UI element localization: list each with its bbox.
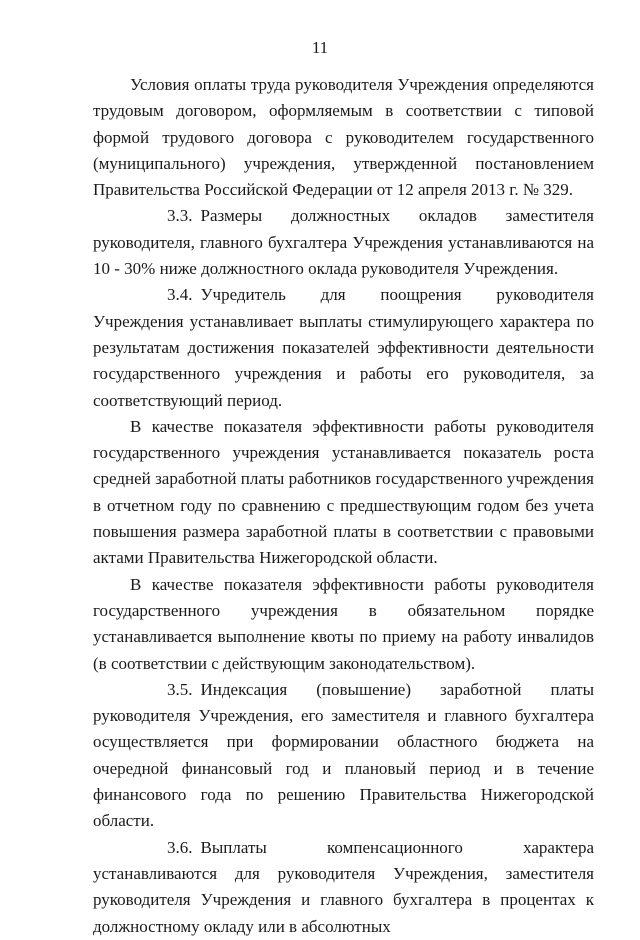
paragraph-text: Выплаты компенсационного характера устанавливаются для руководителя Учреждения, заместителя руководителя Учреждения и главного бухгалтера в процентах к должностному окладу или в абсолютных xyxy=(93,837,594,936)
paragraph-indicator-salary xyxy=(93,414,594,572)
paragraph-number: 3.4. xyxy=(167,285,193,305)
document-body xyxy=(93,72,594,940)
paragraph-text: Размеры должностных окладов заместителя руководителя, главного бухгалтера Учреждения устанавливаются на 10 - 30% ниже должностного оклада руководителя Учреждения. xyxy=(93,206,594,279)
paragraph-3-5 xyxy=(93,677,594,835)
paragraph-number: 3.3. xyxy=(167,206,193,226)
paragraph-number: 3.6. xyxy=(167,837,193,857)
paragraph-3-6 xyxy=(93,835,594,940)
paragraph-3-3 xyxy=(93,203,594,282)
paragraph-text: Условия оплаты труда руководителя Учреждения определяются трудовым договором, оформляемым в соответствии с типовой формой трудового договора с руководителем государственного (муниципального) учреждения, утвержденной постановлением Правительства Российской Федерации от 12 апреля 2013 г. № 329. xyxy=(93,75,594,200)
paragraph-text: В качестве показателя эффективности работы руководителя государственного учреждения в обязательном порядке устанавливается выполнение квоты по приему на работу инвалидов (в соответствии с действующим законодательством). xyxy=(93,574,594,673)
paragraph-text: Индексация (повышение) заработной платы руководителя Учреждения, его заместителя и главного бухгалтера осуществляется при формировании областного бюджета на очередной финансовый год и плановый период и в течение финансового года по решению Правительства Нижегородской области. xyxy=(93,679,594,831)
paragraph-text: В качестве показателя эффективности работы руководителя государственного учреждения устанавливается показатель роста средней заработной платы работников государственного учреждения в отчетном году по сравнению с предшествующим годом без учета повышения размера заработной платы в соответствии с правовыми актами Правительства Нижегородской области. xyxy=(93,416,594,568)
paragraph-text: Учредитель для поощрения руководителя Учреждения устанавливает выплаты стимулирующего характера по результатам достижения показателей эффективности деятельности государственного учреждения и работы его руководителя, за соответствующий период. xyxy=(93,285,594,410)
page-number: 11 xyxy=(311,38,329,57)
paragraph-conditions xyxy=(93,72,594,203)
paragraph-number: 3.5. xyxy=(167,679,193,699)
paragraph-3-4 xyxy=(93,282,594,413)
paragraph-indicator-quota xyxy=(93,572,594,677)
